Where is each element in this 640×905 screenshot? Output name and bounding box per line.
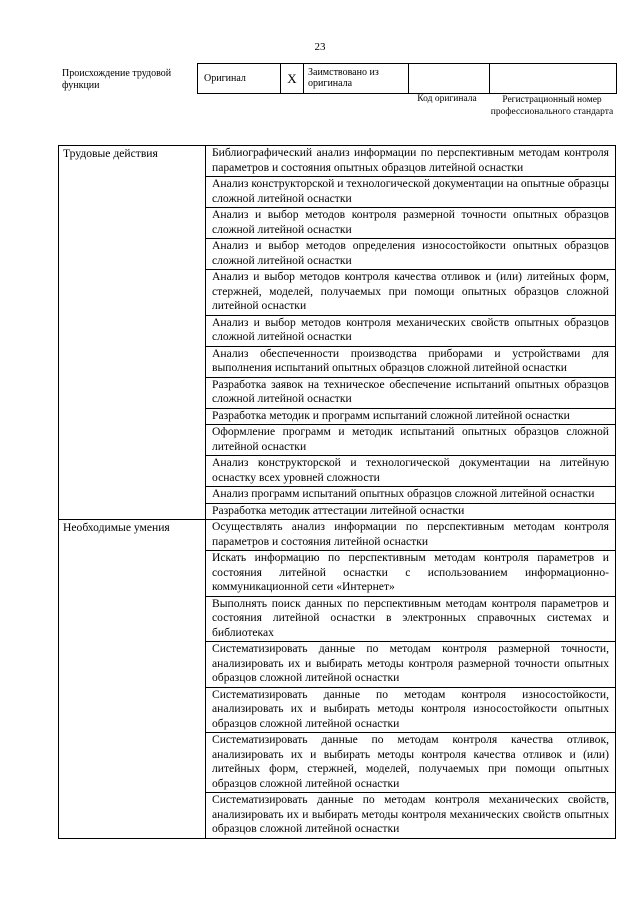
code-caption: Код оригинала xyxy=(417,94,477,104)
reg-caption: Регистрационный номер профессионального стандарта xyxy=(490,95,614,117)
table-cell: Анализ и выбор методов контроля качества отливок и (или) литейных форм, стержней, моделей, получаемых при помощи опытных образцов сложной литейной оснастки xyxy=(206,270,616,316)
table-cell: Анализ и выбор методов определения износостойкости опытных образцов сложной литейной оснастки xyxy=(206,239,616,270)
table-cell: Выполнять поиск данных по перспективным методам контроля параметров и состояния литейной оснастки в электронных справочных системах и библиотеках xyxy=(206,596,616,642)
table-row xyxy=(59,146,616,177)
function-table-body xyxy=(59,146,616,839)
table-cell: Разработка заявок на техническое обеспечение испытаний опытных образцов сложной литейной оснастки xyxy=(206,377,616,408)
table-cell: Анализ и выбор методов контроля механических свойств опытных образцов сложной литейной оснастки xyxy=(206,315,616,346)
table-cell: Анализ конструкторской и технологической документации на опытные образцы сложной литейной оснастки xyxy=(206,177,616,208)
origin-code-cell xyxy=(409,64,490,94)
table-cell: Систематизировать данные по методам контроля размерной точности, анализировать их и выбирать методы контроля размерной точности опытных образцов сложной литейной оснастки xyxy=(206,642,616,688)
table-cell: Систематизировать данные по методам контроля механических свойств, анализировать их и выбирать методы контроля механических свойств опытных образцов сложной литейной оснастки xyxy=(206,793,616,839)
table-cell: Разработка методик аттестации литейной оснастки xyxy=(206,503,616,520)
table-row xyxy=(59,520,616,551)
table-cell: Анализ и выбор методов контроля размерной точности опытных образцов сложной литейной оснастки xyxy=(206,208,616,239)
section-label: Необходимые умения xyxy=(59,520,206,839)
table-cell: Искать информацию по перспективным методам контроля параметров и состояния литейной оснастки с использованием информационно-коммуникационной сети «Интернет» xyxy=(206,551,616,597)
page-number: 23 xyxy=(314,41,326,53)
table-cell: Разработка методик и программ испытаний сложной литейной оснастки xyxy=(206,408,616,425)
origin-label: Происхождение трудовой функции xyxy=(62,68,172,91)
table-cell: Анализ конструкторской и технологической документации на литейную оснастку всех уровней сложности xyxy=(206,456,616,487)
origin-table xyxy=(197,63,617,94)
origin-mark-cell: X xyxy=(281,64,304,94)
section-label: Трудовые действия xyxy=(59,146,206,520)
table-cell: Анализ обеспеченности производства приборами и устройствами для выполнения испытаний опытных образцов сложной литейной оснастки xyxy=(206,346,616,377)
table-cell: Анализ программ испытаний опытных образцов сложной литейной оснастки xyxy=(206,487,616,504)
function-table xyxy=(58,145,616,839)
table-cell: Систематизировать данные по методам контроля износостойкости, анализировать их и выбирать методы контроля износостойкости опытных образцов сложной литейной оснастки xyxy=(206,687,616,733)
table-cell: Систематизировать данные по методам контроля качества отливок, анализировать их и выбирать методы контроля качества отливок и (или) литейных форм, стержней, моделей, получаемых при помощи опытных образцов сложной литейной оснастки xyxy=(206,733,616,793)
origin-borrowed-cell: Заимствовано из оригинала xyxy=(304,64,409,94)
origin-reg-number-cell xyxy=(490,64,617,94)
origin-original-cell: Оригинал xyxy=(198,64,281,94)
table-cell: Оформление программ и методик испытаний опытных образцов сложной литейной оснастки xyxy=(206,425,616,456)
table-cell: Библиографический анализ информации по перспективным методам контроля параметров и состояния опытных образцов литейной оснастки xyxy=(206,146,616,177)
table-cell: Осуществлять анализ информации по перспективным методам контроля параметров и состояния литейной оснастки xyxy=(206,520,616,551)
